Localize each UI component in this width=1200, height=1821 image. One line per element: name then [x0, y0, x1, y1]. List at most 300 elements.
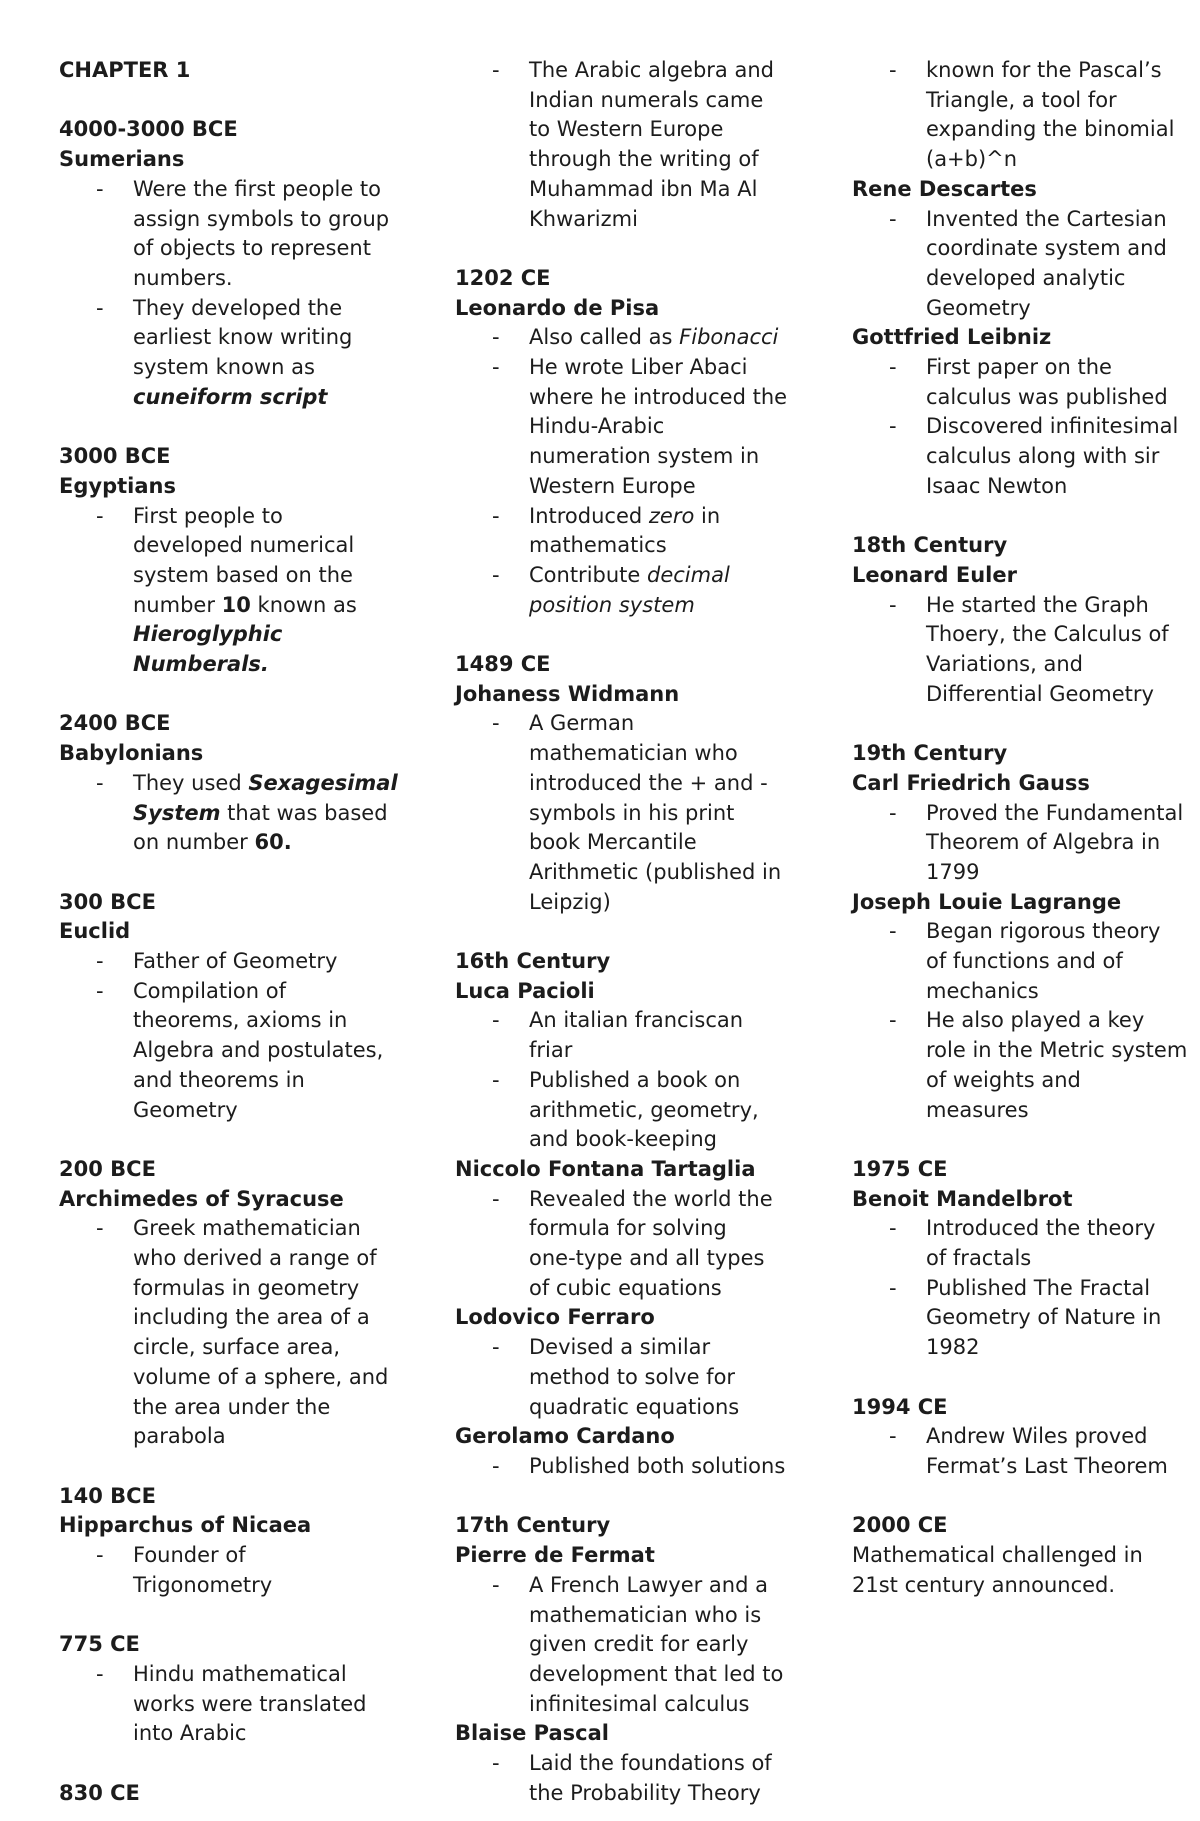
bullet-line	[133, 205, 389, 235]
bullet-line	[529, 799, 790, 829]
column-2	[455, 56, 790, 1808]
paragraph-line: Mathematical challenged in	[852, 1543, 1143, 1568]
bullet-item	[455, 1571, 790, 1720]
bullet-line	[529, 1452, 790, 1482]
text-run: measures	[926, 1097, 1029, 1122]
text-run: Founder of	[133, 1543, 246, 1568]
column-3	[852, 56, 1192, 1600]
bullet-line	[926, 977, 1192, 1007]
text-run: Discovered infinitesimal	[926, 414, 1179, 439]
text-run: arithmetic, geometry,	[529, 1097, 759, 1122]
bullet-item	[455, 323, 790, 353]
bullet-item	[455, 353, 790, 502]
bullet-line	[529, 1096, 790, 1126]
text-run: Variations, and	[926, 652, 1083, 677]
bullet-dash: -	[96, 949, 104, 974]
text-run: Leipzig)	[529, 889, 611, 914]
bullet-line	[529, 175, 790, 205]
bullet-line	[133, 1363, 389, 1393]
section-heading: 3000 BCE	[59, 444, 171, 469]
text-run: system based on the	[133, 562, 353, 587]
text-run: the Probability Theory	[529, 1780, 761, 1805]
bullet-line	[926, 947, 1192, 977]
bullet-dash: -	[492, 1335, 500, 1360]
text-run: Father of Geometry	[133, 949, 338, 974]
bullet-item	[852, 799, 1192, 888]
text-run: Muhammad ibn Ma Al	[529, 176, 758, 201]
bullet-dash: -	[889, 1424, 897, 1449]
bullet-line	[529, 888, 790, 918]
bullet-line	[133, 977, 389, 1007]
bullet-line	[926, 353, 1192, 383]
bullet-line	[133, 769, 398, 799]
section-heading: Niccolo Fontana Tartaglia	[455, 1156, 756, 1181]
text-run: Hindu mathematical	[133, 1661, 347, 1686]
bullet-line	[133, 828, 389, 858]
text-run: into Arabic	[133, 1721, 247, 1746]
bullet-line	[133, 1571, 389, 1601]
text-run: Andrew Wiles proved	[926, 1424, 1148, 1449]
emphasis-text: 10	[221, 592, 251, 617]
spacer	[455, 620, 790, 650]
text-run: Laid the foundations of	[529, 1751, 772, 1776]
text-run: Fermat’s Last Theorem	[926, 1453, 1168, 1478]
bullet-line	[529, 561, 790, 591]
text-run: Trigonometry	[133, 1572, 273, 1597]
bullet-dash: -	[96, 176, 104, 201]
bullet-line	[926, 115, 1192, 145]
text-run: friar	[529, 1038, 573, 1063]
bullet-line	[529, 1660, 790, 1690]
text-run: introduced the + and -	[529, 770, 768, 795]
bullet-line	[133, 620, 389, 650]
text-run: mathematician who is	[529, 1602, 762, 1627]
bullet-line	[133, 234, 389, 264]
text-run: Began rigorous theory	[926, 919, 1161, 944]
bullet-line	[133, 353, 389, 383]
section-heading: 140 BCE	[59, 1483, 156, 1508]
bullet-line	[926, 828, 1192, 858]
spacer	[59, 86, 389, 116]
bullet-dash: -	[492, 1454, 500, 1478]
section-heading: Sumerians	[59, 147, 185, 172]
bullet-line	[926, 1333, 1192, 1363]
text-run: mechanics	[926, 978, 1039, 1003]
text-run: quadratic equations	[529, 1394, 740, 1419]
bullet-line	[133, 323, 389, 353]
bullet-line	[529, 1244, 790, 1274]
bullet-line	[529, 472, 790, 502]
bullet-line	[926, 264, 1192, 294]
emphasis-text: Numberals.	[133, 652, 269, 677]
bullet-line	[133, 591, 389, 621]
text-run: known for the Pascal’s	[926, 58, 1162, 82]
spacer	[59, 1452, 389, 1482]
bullet-dash: -	[492, 1067, 500, 1092]
bullet-line	[926, 442, 1192, 472]
bullet-line	[133, 383, 389, 413]
bullet-line	[926, 1422, 1192, 1452]
bullet-dash: -	[96, 1661, 104, 1686]
text-run: and theorems in	[133, 1067, 305, 1092]
text-run: through the writing of	[529, 147, 759, 172]
text-run: formula for solving	[529, 1216, 727, 1241]
bullet-line	[529, 1333, 790, 1363]
bullet-line	[926, 1066, 1192, 1096]
bullet-line	[133, 175, 389, 205]
spacer	[455, 917, 790, 947]
bullet-item	[852, 1214, 1192, 1273]
text-run: formulas in geometry	[133, 1275, 360, 1300]
bullet-line	[926, 591, 1192, 621]
bullet-line	[529, 1274, 790, 1304]
text-run: Introduced	[529, 503, 649, 528]
section-heading: Hipparchus of Nicaea	[59, 1513, 312, 1538]
bullet-line	[529, 412, 790, 442]
bullet-item	[455, 1006, 790, 1065]
text-run: theorems, axioms in	[133, 1008, 348, 1033]
text-run: Published The Fractal	[926, 1275, 1151, 1300]
section-heading: 2400 BCE	[59, 711, 171, 736]
bullet-line	[133, 1333, 389, 1363]
bullet-item	[59, 977, 389, 1126]
section-heading: Carl Friedrich Gauss	[852, 770, 1090, 795]
text-run: Greek mathematician	[133, 1216, 361, 1241]
text-run: Triangle, a tool for	[926, 87, 1117, 112]
bullet-dash: -	[889, 1275, 897, 1300]
text-run: He wrote Liber Abaci	[529, 355, 748, 380]
spacer	[852, 1363, 1192, 1393]
text-run: and book-keeping	[529, 1127, 718, 1152]
bullet-line	[133, 502, 389, 532]
text-run: Western Europe	[529, 473, 696, 498]
bullet-dash: -	[492, 1186, 500, 1211]
text-run: developed numerical	[133, 533, 355, 558]
text-run: Geometry of Nature in	[926, 1305, 1162, 1330]
bullet-line	[926, 472, 1192, 502]
text-run: of cubic equations	[529, 1275, 722, 1300]
bullet-item	[455, 1749, 790, 1808]
bullet-line	[529, 1363, 790, 1393]
text-run: book Mercantile	[529, 830, 697, 855]
bullet-line	[529, 86, 790, 116]
text-run: infinitesimal calculus	[529, 1691, 750, 1716]
bullet-line	[529, 1690, 790, 1720]
bullet-line	[529, 739, 790, 769]
text-run: Thoery, the Calculus of	[926, 622, 1169, 647]
text-run: Contribute	[529, 562, 647, 587]
bullet-line	[926, 1006, 1192, 1036]
bullet-line	[529, 56, 790, 86]
bullet-dash: -	[492, 1751, 500, 1776]
section-heading: 4000-3000 BCE	[59, 117, 238, 142]
section-heading: Egyptians	[59, 473, 176, 498]
section-heading: 16th Century	[455, 949, 611, 974]
emphasis-text: Hieroglyphic	[133, 622, 283, 647]
bullet-line	[529, 1779, 790, 1809]
bullet-dash: -	[889, 206, 897, 231]
bullet-line	[529, 858, 790, 888]
text-run: of objects to represent	[133, 236, 371, 261]
bullet-line	[529, 323, 790, 353]
section-heading: Leonard Euler	[852, 562, 1017, 587]
bullet-line	[133, 1066, 389, 1096]
section-heading: 200 BCE	[59, 1156, 156, 1181]
bullet-dash: -	[492, 503, 500, 528]
emphasis-text: cuneiform script	[133, 384, 328, 409]
section-heading: Euclid	[59, 919, 131, 944]
bullet-dash: -	[889, 414, 897, 439]
spacer	[59, 858, 389, 888]
text-run: 1982	[926, 1335, 980, 1360]
bullet-line	[926, 383, 1192, 413]
bullet-line	[133, 799, 389, 829]
section-heading: Archimedes of Syracuse	[59, 1186, 344, 1211]
section-heading: 775 CE	[59, 1632, 140, 1657]
spacer	[852, 502, 1192, 532]
bullet-line	[133, 650, 389, 680]
spacer	[852, 709, 1192, 739]
section-heading: Gerolamo Cardano	[455, 1424, 675, 1449]
bullet-item	[455, 1452, 790, 1482]
section-heading: 1489 CE	[455, 652, 551, 677]
italic-text: decimal	[647, 562, 730, 587]
bullet-line	[529, 1571, 790, 1601]
bullet-line	[133, 1541, 389, 1571]
bullet-line	[926, 1244, 1192, 1274]
bullet-item	[59, 947, 389, 977]
text-run: earliest know writing	[133, 325, 353, 350]
bullet-line	[529, 1393, 790, 1423]
text-run: numbers.	[133, 265, 233, 290]
text-run: one-type and all types	[529, 1246, 765, 1271]
bullet-line	[926, 858, 1192, 888]
bullet-line	[133, 1660, 389, 1690]
section-heading: 1202 CE	[455, 265, 551, 290]
text-run: Geometry	[133, 1097, 238, 1122]
text-run: symbols in his print	[529, 800, 735, 825]
bullet-line	[133, 294, 389, 324]
text-run: Algebra and postulates,	[133, 1038, 384, 1063]
bullet-item	[852, 205, 1192, 324]
bullet-dash: -	[96, 295, 104, 320]
section-heading: 18th Century	[852, 533, 1008, 558]
bullet-line	[529, 205, 790, 235]
section-heading: Rene Descartes	[852, 176, 1037, 201]
bullet-line	[529, 1185, 790, 1215]
section-heading: 1975 CE	[852, 1156, 948, 1181]
text-run: including the area of a	[133, 1305, 370, 1330]
bullet-line	[926, 412, 1192, 442]
text-run: Khwarizmi	[529, 206, 638, 231]
bullet-item	[852, 412, 1192, 501]
text-run: First people to	[133, 503, 283, 528]
section-heading: Johaness Widmann	[455, 681, 680, 706]
bullet-dash: -	[889, 1216, 897, 1241]
bullet-item	[455, 1185, 790, 1304]
bullet-line	[926, 1096, 1192, 1126]
bullet-line	[133, 1274, 389, 1304]
text-run: system known as	[133, 355, 315, 380]
text-run: Also called as	[529, 325, 680, 350]
bullet-line	[529, 1006, 790, 1036]
text-run: of weights and	[926, 1067, 1081, 1092]
text-run: developed analytic	[926, 265, 1126, 290]
text-run: (a+b)^n	[926, 147, 1018, 172]
bullet-line	[926, 1452, 1192, 1482]
text-run: circle, surface area,	[133, 1335, 340, 1360]
bullet-item	[59, 769, 398, 858]
bullet-line	[133, 1303, 389, 1333]
bullet-line	[529, 145, 790, 175]
bullet-dash: -	[889, 592, 897, 617]
bullet-line	[529, 1066, 790, 1096]
text-run: A French Lawyer and a	[529, 1572, 768, 1597]
bullet-line	[529, 115, 790, 145]
text-run: 1799	[926, 859, 980, 884]
bullet-line	[926, 1214, 1192, 1244]
section-heading: 17th Century	[455, 1513, 611, 1538]
chapter-title: CHAPTER 1	[59, 58, 191, 82]
bullet-dash: -	[889, 800, 897, 825]
bullet-dash: -	[889, 58, 897, 82]
section-heading: 830 CE	[59, 1780, 140, 1805]
text-run: calculus along with sir	[926, 444, 1160, 469]
text-run: method to solve for	[529, 1364, 736, 1389]
text-run: who derived a range of	[133, 1246, 377, 1271]
text-run: mathematics	[529, 533, 667, 558]
text-run: in	[694, 503, 721, 528]
bullet-item	[455, 1066, 790, 1155]
bullet-line	[529, 1125, 790, 1155]
text-run: given credit for early	[529, 1632, 749, 1657]
text-run: Isaac Newton	[926, 473, 1068, 498]
text-run: of functions and of	[926, 949, 1123, 974]
text-run: numeration system in	[529, 444, 760, 469]
spacer	[852, 1482, 1192, 1512]
bullet-dash: -	[96, 1543, 104, 1568]
bullet-line	[529, 1630, 790, 1660]
bullet-item	[59, 175, 389, 294]
text-run: works were translated	[133, 1691, 367, 1716]
section-heading: Pierre de Fermat	[455, 1543, 655, 1568]
bullet-line	[529, 1214, 790, 1244]
bullet-line	[529, 709, 790, 739]
bullet-line	[529, 1749, 790, 1779]
text-run: coordinate system and	[926, 236, 1167, 261]
bullet-line	[133, 1214, 389, 1244]
spacer	[59, 680, 389, 710]
bullet-line	[529, 442, 790, 472]
bullet-line	[926, 680, 1192, 710]
text-run: that was based	[220, 800, 388, 825]
bullet-line	[133, 1393, 389, 1423]
section-heading: Babylonians	[59, 741, 204, 766]
bullet-dash: -	[492, 1572, 500, 1597]
bullet-dash: -	[889, 919, 897, 944]
text-run: of fractals	[926, 1246, 1032, 1271]
bullet-item	[59, 1541, 389, 1600]
text-run: Arithmetic (published in	[529, 859, 782, 884]
emphasis-text: 60.	[254, 830, 292, 855]
bullet-line	[926, 1274, 1192, 1304]
spacer	[455, 1482, 790, 1512]
bullet-line	[926, 234, 1192, 264]
bullet-line	[529, 531, 790, 561]
bullet-item	[455, 502, 790, 561]
section-heading: Benoit Mandelbrot	[852, 1186, 1073, 1211]
text-run: Geometry	[926, 295, 1031, 320]
spacer	[59, 1600, 389, 1630]
italic-text: position system	[529, 592, 695, 617]
bullet-line	[926, 86, 1192, 116]
italic-text: zero	[648, 503, 695, 528]
bullet-item	[59, 1214, 389, 1452]
text-run: mathematician who	[529, 741, 738, 766]
text-run: to Western Europe	[529, 117, 724, 142]
emphasis-text: System	[133, 800, 221, 825]
bullet-dash: -	[889, 355, 897, 380]
bullet-line	[926, 56, 1192, 86]
text-run: Theorem of Algebra in	[926, 830, 1161, 855]
section-heading: 2000 CE	[852, 1513, 948, 1538]
bullet-line	[926, 620, 1192, 650]
bullet-dash: -	[889, 1008, 897, 1033]
bullet-item	[455, 709, 790, 917]
bullet-dash: -	[96, 770, 104, 795]
emphasis-text: Sexagesimal	[248, 770, 398, 795]
text-run: parabola	[133, 1424, 226, 1449]
text-run: Proved the Fundamental	[926, 800, 1184, 825]
text-run: expanding the binomial	[926, 117, 1175, 142]
bullet-item	[852, 353, 1192, 412]
bullet-item	[59, 502, 389, 680]
text-run: They developed the	[133, 295, 343, 320]
bullet-line	[133, 947, 389, 977]
bullet-dash: -	[492, 711, 500, 736]
spacer	[59, 412, 389, 442]
text-run: Published a book on	[529, 1067, 741, 1092]
text-run: calculus was published	[926, 384, 1168, 409]
bullet-line	[926, 1303, 1192, 1333]
column-1	[59, 56, 398, 1808]
text-run: where he introduced the	[529, 384, 788, 409]
bullet-line	[133, 1422, 389, 1452]
text-run: Introduced the theory	[926, 1216, 1156, 1241]
text-run: Published both solutions	[529, 1454, 786, 1478]
spacer	[852, 1125, 1192, 1155]
bullet-dash: -	[492, 58, 500, 82]
text-run: number	[133, 592, 222, 617]
text-run: The Arabic algebra and	[529, 58, 774, 82]
bullet-line	[926, 917, 1192, 947]
bullet-dash: -	[492, 562, 500, 587]
text-run: Hindu-Arabic	[529, 414, 665, 439]
text-run: Invented the Cartesian	[926, 206, 1167, 231]
bullet-line	[529, 1036, 790, 1066]
bullet-line	[926, 294, 1192, 324]
text-run: on number	[133, 830, 255, 855]
bullet-dash: -	[492, 1008, 500, 1033]
bullet-line	[133, 1690, 389, 1720]
bullet-line	[529, 1601, 790, 1631]
section-heading: Joseph Louie Lagrange	[852, 889, 1122, 914]
text-run: Revealed the world the	[529, 1186, 773, 1211]
bullet-line	[529, 769, 790, 799]
bullet-item	[852, 1422, 1192, 1481]
bullet-line	[133, 561, 389, 591]
text-run: known as	[250, 592, 357, 617]
